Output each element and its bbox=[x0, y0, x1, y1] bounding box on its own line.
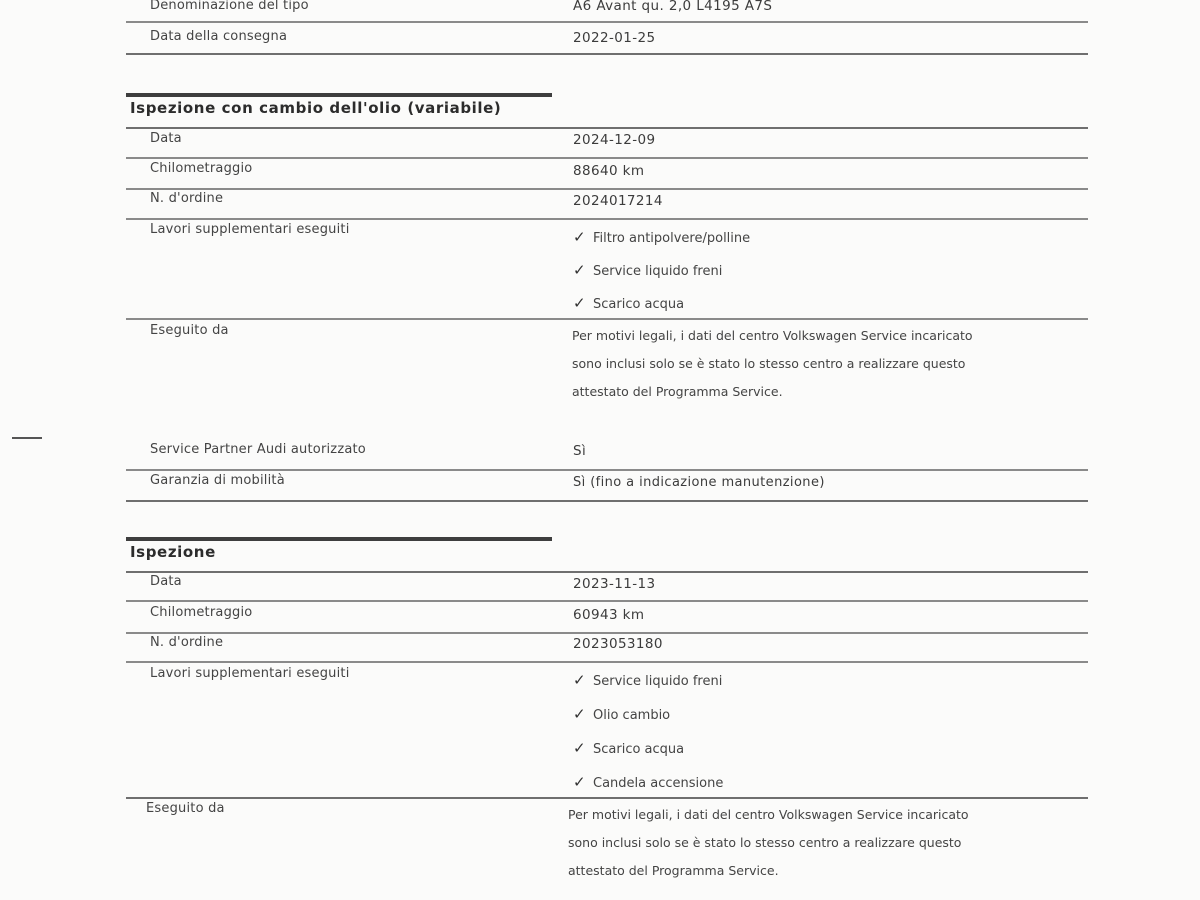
row-divider bbox=[126, 661, 1088, 663]
work-item: ✓ Olio cambio bbox=[573, 705, 671, 723]
delivery-date-label: Data della consegna bbox=[150, 29, 288, 44]
section-bar bbox=[126, 93, 552, 97]
check-icon: ✓ bbox=[573, 773, 586, 791]
date-label: Data bbox=[150, 131, 182, 146]
check-icon: ✓ bbox=[573, 294, 586, 312]
legal-note: Per motivi legali, i dati del centro Volkswagen Service incaricato sono inclusi solo se è stato lo stesso centro a realizzare questo attestato del Programma Service. bbox=[572, 328, 973, 399]
row-divider bbox=[126, 218, 1088, 220]
row-divider bbox=[126, 188, 1088, 190]
check-icon: ✓ bbox=[573, 739, 586, 757]
date-value: 2023-11-13 bbox=[573, 576, 656, 592]
type-label: Denominazione del tipo bbox=[150, 0, 309, 13]
row-divider bbox=[126, 632, 1088, 634]
work-item: ✓ Service liquido freni bbox=[573, 671, 723, 689]
delivery-date-value: 2022-01-25 bbox=[573, 30, 656, 46]
check-icon: ✓ bbox=[573, 671, 586, 689]
row-divider bbox=[126, 571, 1088, 573]
mileage-label: Chilometraggio bbox=[150, 161, 253, 176]
order-number-value: 2023053180 bbox=[573, 636, 663, 652]
type-value: A6 Avant qu. 2,0 L4195 A7S bbox=[573, 0, 773, 14]
row-divider bbox=[126, 500, 1088, 502]
date-label: Data bbox=[150, 574, 182, 589]
row-divider bbox=[126, 318, 1088, 320]
section-title-oil-change: Ispezione con cambio dell'olio (variabile) bbox=[130, 99, 502, 117]
mobility-guarantee-value: Sì (fino a indicazione manutenzione) bbox=[573, 475, 825, 490]
row-divider bbox=[126, 797, 1088, 799]
order-number-label: N. d'ordine bbox=[150, 635, 224, 650]
legal-note: Per motivi legali, i dati del centro Volkswagen Service incaricato sono inclusi solo se è stato lo stesso centro a realizzare questo attestato del Programma Service. bbox=[568, 807, 969, 878]
section-bar bbox=[126, 537, 552, 541]
row-divider bbox=[126, 600, 1088, 602]
check-icon: ✓ bbox=[573, 705, 586, 723]
mileage-value: 88640 km bbox=[573, 163, 645, 179]
mobility-guarantee-label: Garanzia di mobilità bbox=[150, 473, 285, 488]
performed-by-label: Eseguito da bbox=[150, 323, 229, 338]
margin-mark bbox=[12, 437, 42, 439]
work-item: ✓ Scarico acqua bbox=[573, 294, 685, 312]
authorized-partner-value: Sì bbox=[573, 443, 587, 459]
work-item: ✓ Filtro antipolvere/polline bbox=[573, 228, 751, 246]
row-divider bbox=[126, 21, 1088, 23]
extra-work-label: Lavori supplementari eseguiti bbox=[150, 666, 350, 681]
order-number-label: N. d'ordine bbox=[150, 191, 224, 206]
performed-by-label: Eseguito da bbox=[146, 801, 225, 816]
date-value: 2024-12-09 bbox=[573, 132, 656, 148]
mileage-label: Chilometraggio bbox=[150, 605, 253, 620]
authorized-partner-label: Service Partner Audi autorizzato bbox=[150, 442, 366, 457]
section-title-inspection: Ispezione bbox=[130, 543, 216, 561]
row-divider bbox=[126, 53, 1088, 55]
work-item: ✓ Scarico acqua bbox=[573, 739, 685, 757]
order-number-value: 2024017214 bbox=[573, 193, 663, 209]
row-divider bbox=[126, 157, 1088, 159]
check-icon: ✓ bbox=[573, 261, 586, 279]
work-item: ✓ Service liquido freni bbox=[573, 261, 723, 279]
extra-work-label: Lavori supplementari eseguiti bbox=[150, 222, 350, 237]
row-divider bbox=[126, 469, 1088, 471]
row-divider bbox=[126, 127, 1088, 129]
check-icon: ✓ bbox=[573, 228, 586, 246]
work-item: ✓ Candela accensione bbox=[573, 773, 724, 791]
mileage-value: 60943 km bbox=[573, 607, 645, 623]
